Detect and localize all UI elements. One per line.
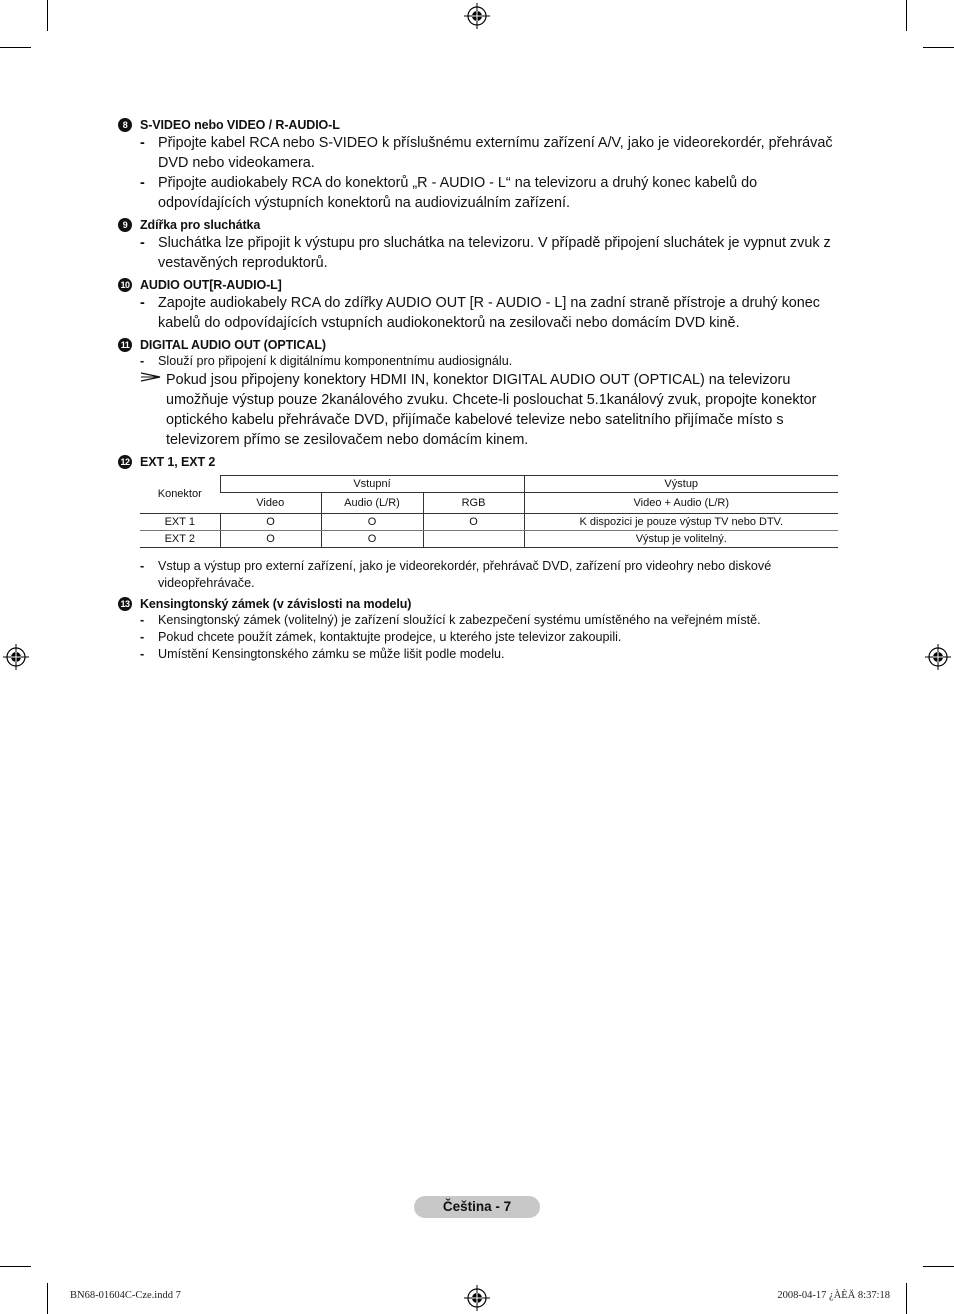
registration-mark-icon <box>464 1285 490 1311</box>
bullet-dash: - <box>140 295 145 311</box>
table-header-cell: Výstup <box>524 476 838 493</box>
list-item-text: Kensingtonský zámek (volitelný) je zařízení sloužící k zabezpečení systému umístěného na veřejném místě. <box>158 613 761 627</box>
section-title: AUDIO OUT[R-AUDIO-L] <box>140 277 282 292</box>
section-title: EXT 1, EXT 2 <box>140 454 216 469</box>
list-item <box>140 353 840 370</box>
table-cell: K dispozici je pouze výstup TV nebo DTV. <box>524 514 838 531</box>
number-badge-icon: 13 <box>118 597 132 611</box>
bullet-dash: - <box>140 175 145 191</box>
list-item-text: Připojte audiokabely RCA do konektorů „R - AUDIO - L“ na televizoru a druhý konec kabelů do odpovídajících výstupních konektorů na audiovizuálním zařízení. <box>158 175 758 211</box>
table-header-cell: RGB <box>423 493 524 514</box>
table-cell: O <box>321 531 423 548</box>
bullet-dash: - <box>140 647 145 661</box>
table-cell <box>423 531 524 548</box>
section-title: DIGITAL AUDIO OUT (OPTICAL) <box>140 337 326 352</box>
table-header-row <box>140 493 838 514</box>
table-cell: EXT 2 <box>140 531 220 548</box>
table-cell: Výstup je volitelný. <box>524 531 838 548</box>
list-item <box>140 133 840 173</box>
section-title: S-VIDEO nebo VIDEO / R-AUDIO-L <box>140 117 340 132</box>
table-header-row <box>140 476 838 493</box>
list-item <box>140 233 840 273</box>
table-row <box>140 531 838 548</box>
crop-mark <box>0 47 31 48</box>
section-heading <box>118 453 840 470</box>
file-info: BN68-01604C-Cze.indd 7 <box>70 1290 181 1301</box>
list-item <box>140 629 840 646</box>
number-badge-icon: 12 <box>118 455 132 469</box>
crop-mark <box>906 1283 907 1314</box>
section-heading <box>118 116 840 133</box>
list-item-text: Sluchátka lze připojit k výstupu pro sluchátka na televizoru. V případě připojení sluchátek je vypnut zvuk z vestavěných reproduktorů. <box>158 235 831 271</box>
section-s-video <box>118 116 840 213</box>
table-header-cell: Vstupní <box>220 476 524 493</box>
table-header-cell: Audio (L/R) <box>321 493 423 514</box>
bullet-dash: - <box>140 135 145 151</box>
bullet-dash: - <box>140 354 145 368</box>
list-item-text: Vstup a výstup pro externí zařízení, jako je videorekordér, přehrávač DVD, zařízení pro videohry nebo diskové videopřehrávače. <box>158 559 772 590</box>
section-heading <box>118 276 840 293</box>
bullet-dash: - <box>140 630 145 644</box>
list-item-text: Slouží pro připojení k digitálnímu komponentnímu audiosignálu. <box>158 354 513 368</box>
list-item-text: Zapojte audiokabely RCA do zdířky AUDIO OUT [R - AUDIO - L] na zadní straně přístroje a druhý konec kabelů do odpovídajících vstupních audiokonektorů na zesilovači nebo domácím DVD kině. <box>158 295 820 331</box>
number-badge-icon: 8 <box>118 118 132 132</box>
bullet-dash: - <box>140 235 145 251</box>
section-title: Zdířka pro sluchátka <box>140 217 261 232</box>
table-row <box>140 514 838 531</box>
bullet-dash: - <box>140 613 145 627</box>
registration-mark-icon <box>3 644 29 670</box>
crop-mark <box>923 47 954 48</box>
crop-mark <box>906 0 907 31</box>
registration-mark-icon <box>464 3 490 29</box>
ext-connector-table <box>140 475 838 548</box>
registration-mark-icon <box>925 644 951 670</box>
table-cell: O <box>220 531 321 548</box>
page-content <box>118 116 840 663</box>
crop-mark <box>47 1283 48 1314</box>
table-header-cell: Konektor <box>140 476 220 514</box>
crop-mark <box>47 0 48 31</box>
page-number-label: Čeština - 7 <box>414 1196 540 1218</box>
table-cell: O <box>423 514 524 531</box>
table-cell: O <box>220 514 321 531</box>
table-header-cell: Video + Audio (L/R) <box>524 493 838 514</box>
list-item <box>140 558 840 592</box>
section-heading <box>118 595 840 612</box>
table-cell: EXT 1 <box>140 514 220 531</box>
section-heading <box>118 336 840 353</box>
note-text: Pokud jsou připojeny konektory HDMI IN, konektor DIGITAL AUDIO OUT (OPTICAL) na televizoru umožňuje výstup pouze 2kanálového zvuku. Chcete-li poslouchat 5.1kanálový zvuk, propojte konektor optického kabelu přehrávače DVD, přijímače kabelové televize nebo satelitního přijímače místo s televizorem přímo se zesilovačem nebo domácím kinem. <box>166 372 817 448</box>
list-item <box>140 173 840 213</box>
list-item <box>140 612 840 629</box>
bullet-dash: - <box>140 559 145 573</box>
timestamp: 2008-04-17 ¿ÀÈÄ 8:37:18 <box>777 1290 890 1301</box>
section-headphones <box>118 216 840 273</box>
list-item-text: Připojte kabel RCA nebo S-VIDEO k příslušnému externímu zařízení A/V, jako je videorekordér, přehrávač DVD nebo videokamera. <box>158 135 833 171</box>
number-badge-icon: 9 <box>118 218 132 232</box>
crop-mark <box>923 1266 954 1267</box>
section-ext <box>118 453 840 592</box>
section-audio-out <box>118 276 840 333</box>
number-badge-icon: 11 <box>118 338 132 352</box>
note-arrow-icon <box>140 370 166 450</box>
list-item <box>140 293 840 333</box>
section-heading <box>118 216 840 233</box>
note <box>140 370 840 450</box>
list-item-text: Umístění Kensingtonského zámku se může lišit podle modelu. <box>158 647 505 661</box>
list-item-text: Pokud chcete použít zámek, kontaktujte prodejce, u kterého jste televizor zakoupili. <box>158 630 622 644</box>
section-digital-audio-out <box>118 336 840 450</box>
number-badge-icon: 10 <box>118 278 132 292</box>
table-cell: O <box>321 514 423 531</box>
table-header-cell: Video <box>220 493 321 514</box>
section-title: Kensingtonský zámek (v závislosti na modelu) <box>140 596 412 611</box>
crop-mark <box>0 1266 31 1267</box>
section-kensington <box>118 595 840 663</box>
list-item <box>140 646 840 663</box>
